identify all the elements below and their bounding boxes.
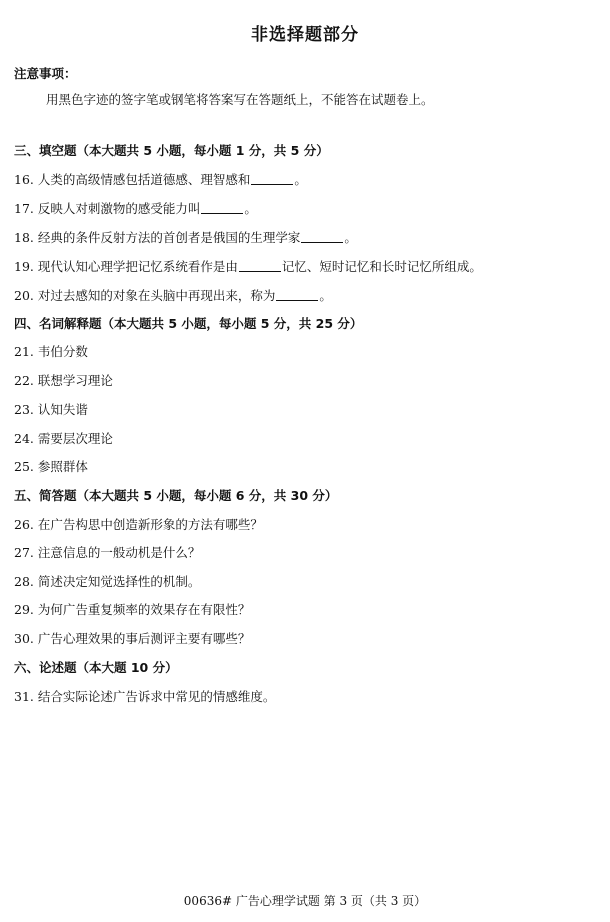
- answer-blank: [239, 259, 281, 272]
- question-19: [14, 257, 482, 275]
- section-essay-heading: 六、论述题（本大题 10 分）: [14, 660, 178, 675]
- section-definitions-heading: 四、名词解释题（本大题共 5 小题，每小题 5 分，共 25 分）: [14, 316, 363, 331]
- page-footer: 00636# 广告心理学试题 第 3 页（共 3 页）: [183, 894, 427, 908]
- question-23: 23. 认知失谐: [14, 402, 88, 417]
- question-25: 25. 参照群体: [14, 459, 88, 474]
- section-short-answer-heading: 五、简答题（本大题共 5 小题，每小题 6 分，共 30 分）: [14, 488, 338, 503]
- question-31: 31. 结合实际论述广告诉求中常见的情感维度。: [14, 689, 276, 704]
- answer-blank: [201, 201, 243, 214]
- answer-blank: [251, 172, 293, 185]
- question-29: 29. 为何广告重复频率的效果存在有限性？: [14, 602, 251, 617]
- question-27: 27. 注意信息的一般动机是什么？: [14, 545, 201, 560]
- question-text-end: 记忆、短时记忆和长时记忆所组成。: [281, 259, 482, 274]
- section-fill-in-heading: 三、填空题（本大题共 5 小题，每小题 1 分，共 5 分）: [14, 143, 329, 158]
- answer-blank: [301, 230, 343, 243]
- question-22: 22. 联想学习理论: [14, 373, 113, 388]
- question-text: 18. 经典的条件反射方法的首创者是俄国的生理学家: [14, 230, 301, 245]
- question-text-end: 。: [244, 201, 257, 216]
- question-text: 20. 对过去感知的对象在头脑中再现出来，称为: [14, 288, 276, 303]
- notice-heading: 注意事项：: [14, 66, 77, 81]
- question-16: [14, 170, 307, 188]
- answer-blank: [276, 288, 318, 301]
- question-text: 17. 反映人对刺激物的感受能力叫: [14, 201, 201, 216]
- question-28: 28. 简述决定知觉选择性的机制。: [14, 574, 201, 589]
- question-text-end: 。: [344, 230, 357, 245]
- question-30: 30. 广告心理效果的事后测评主要有哪些？: [14, 631, 251, 646]
- page-title: 非选择题部分: [251, 25, 359, 45]
- question-text-end: 。: [319, 288, 332, 303]
- question-text: 16. 人类的高级情感包括道德感、理智感和: [14, 172, 251, 187]
- question-20: [14, 286, 332, 304]
- question-text: 19. 现代认知心理学把记忆系统看作是由: [14, 259, 238, 274]
- question-18: [14, 228, 357, 246]
- question-24: 24. 需要层次理论: [14, 431, 113, 446]
- question-21: 21. 韦伯分数: [14, 344, 88, 359]
- question-17: [14, 199, 257, 217]
- question-26: 26. 在广告构思中创造新形象的方法有哪些？: [14, 517, 263, 532]
- question-text-end: 。: [294, 172, 307, 187]
- notice-text: 用黑色字迹的签字笔或钢笔将答案写在答题纸上，不能答在试题卷上。: [46, 92, 434, 107]
